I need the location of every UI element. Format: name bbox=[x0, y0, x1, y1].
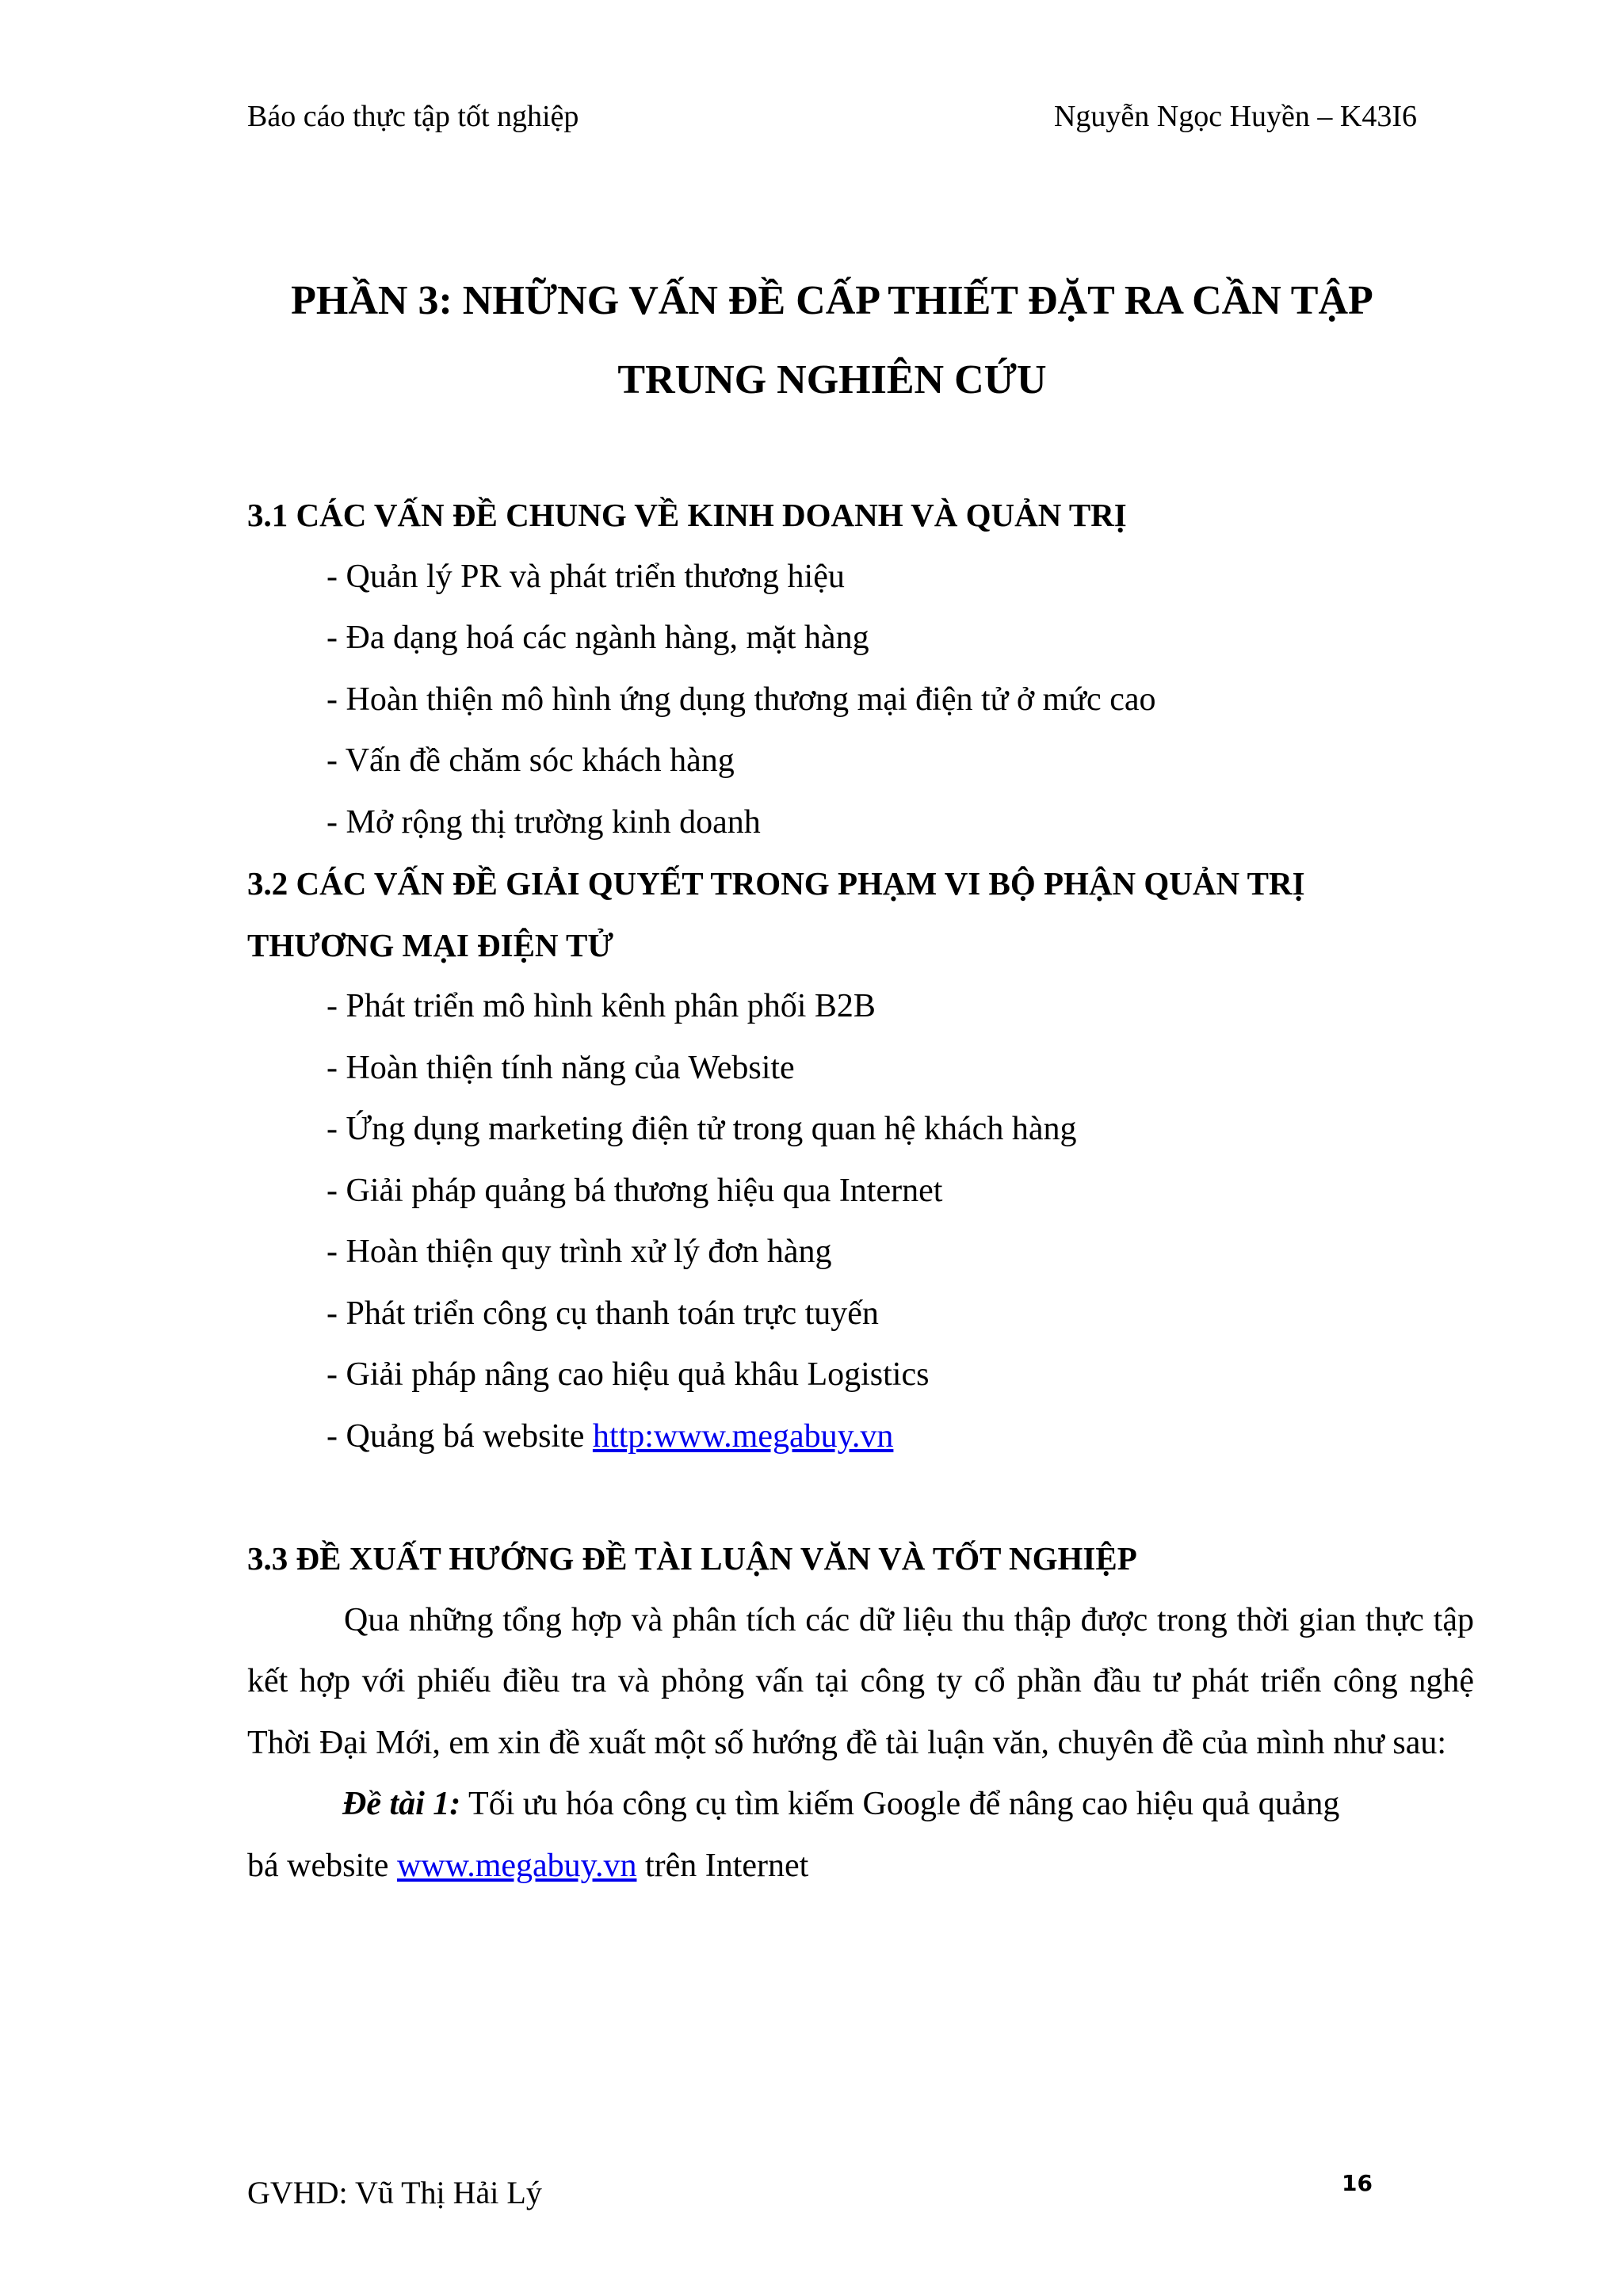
topic-1-continuation bbox=[247, 1836, 1474, 1897]
list-item: - Hoàn thiện quy trình xử lý đơn hàng bbox=[327, 1234, 832, 1270]
list-item: - Giải pháp nâng cao hiệu quả khâu Logistics bbox=[327, 1356, 930, 1393]
part-title-line-1: PHẦN 3: NHỮNG VẤN ĐỀ CẤP THIẾT ĐẶT RA CẦN TẬP bbox=[291, 278, 1373, 323]
page-number: 16 bbox=[1342, 2170, 1373, 2196]
page-header bbox=[247, 97, 1417, 136]
list-item: - Hoàn thiện tính năng của Website bbox=[327, 1049, 795, 1086]
topic-1-link[interactable]: www.megabuy.vn bbox=[396, 1847, 637, 1884]
list-item: - Phát triển công cụ thanh toán trực tuyến bbox=[327, 1295, 879, 1332]
list-item: - Vấn đề chăm sóc khách hàng bbox=[327, 742, 735, 779]
list-item: - Đa dạng hoá các ngành hàng, mặt hàng bbox=[327, 620, 869, 656]
list-item: - Phát triển mô hình kênh phân phối B2B bbox=[327, 988, 876, 1024]
part-title-line-2: TRUNG NGHIÊN CỨU bbox=[617, 357, 1047, 402]
main-content bbox=[247, 485, 1474, 1897]
list-item-website bbox=[247, 1406, 1474, 1468]
list-item: - Quản lý PR và phát triển thương hiệu bbox=[327, 558, 845, 595]
list-item-prefix: - Quảng bá website bbox=[327, 1417, 593, 1455]
topic-1-prefix: bá website bbox=[247, 1847, 397, 1884]
section-3-2-title-line-1: 3.2 CÁC VẤN ĐỀ GIẢI QUYẾT TRONG PHẠM VI BỘ PHẬN QUẢN TRỊ bbox=[247, 865, 1305, 902]
section-3-3-paragraph: Qua những tổng hợp và phân tích các dữ liệu thu thập được trong thời gian thực tập kết hợp với phiếu điều tra và phỏng vấn tại công ty cổ phần đầu tư phát triển công nghệ Thời Đại Mới, em xin đề xuất một số hướng đề tài luận văn, chuyên đề của mình như sau: bbox=[247, 1601, 1474, 1761]
header-report-title: Báo cáo thực tập tốt nghiệp bbox=[247, 100, 579, 133]
topic-1-label: Đề tài 1: bbox=[342, 1786, 461, 1822]
topic-1-line bbox=[247, 1774, 1474, 1836]
list-item: - Hoàn thiện mô hình ứng dụng thương mại điện tử ở mức cao bbox=[327, 681, 1156, 718]
list-item: - Ứng dụng marketing điện tử trong quan hệ khách hàng bbox=[327, 1111, 1077, 1147]
section-3-2-title-line-2: THƯƠNG MẠI ĐIỆN TỬ bbox=[247, 926, 614, 963]
list-item: - Giải pháp quảng bá thương hiệu qua Internet bbox=[327, 1172, 943, 1209]
part-title bbox=[222, 261, 1442, 420]
section-gap bbox=[247, 1467, 1474, 1528]
page-footer bbox=[247, 2171, 1417, 2215]
section-3-1-title: 3.1 CÁC VẤN ĐỀ CHUNG VỀ KINH DOANH VÀ QUẢN TRỊ bbox=[247, 497, 1127, 533]
list-item: - Mở rộng thị trường kinh doanh bbox=[327, 803, 761, 841]
footer-supervisor: GVHD: Vũ Thị Hải Lý bbox=[247, 2175, 542, 2210]
topic-1-text: Tối ưu hóa công cụ tìm kiếm Google để nâng cao hiệu quả quảng bbox=[460, 1786, 1340, 1822]
header-author: Nguyễn Ngọc Huyền – K43I6 bbox=[1053, 100, 1417, 133]
megabuy-link[interactable]: http:www.megabuy.vn bbox=[592, 1417, 894, 1455]
section-3-3-title: 3.3 ĐỀ XUẤT HƯỚNG ĐỀ TÀI LUẬN VĂN VÀ TỐT NGHIỆP bbox=[247, 1540, 1137, 1577]
topic-1-suffix: trên Internet bbox=[636, 1847, 809, 1884]
